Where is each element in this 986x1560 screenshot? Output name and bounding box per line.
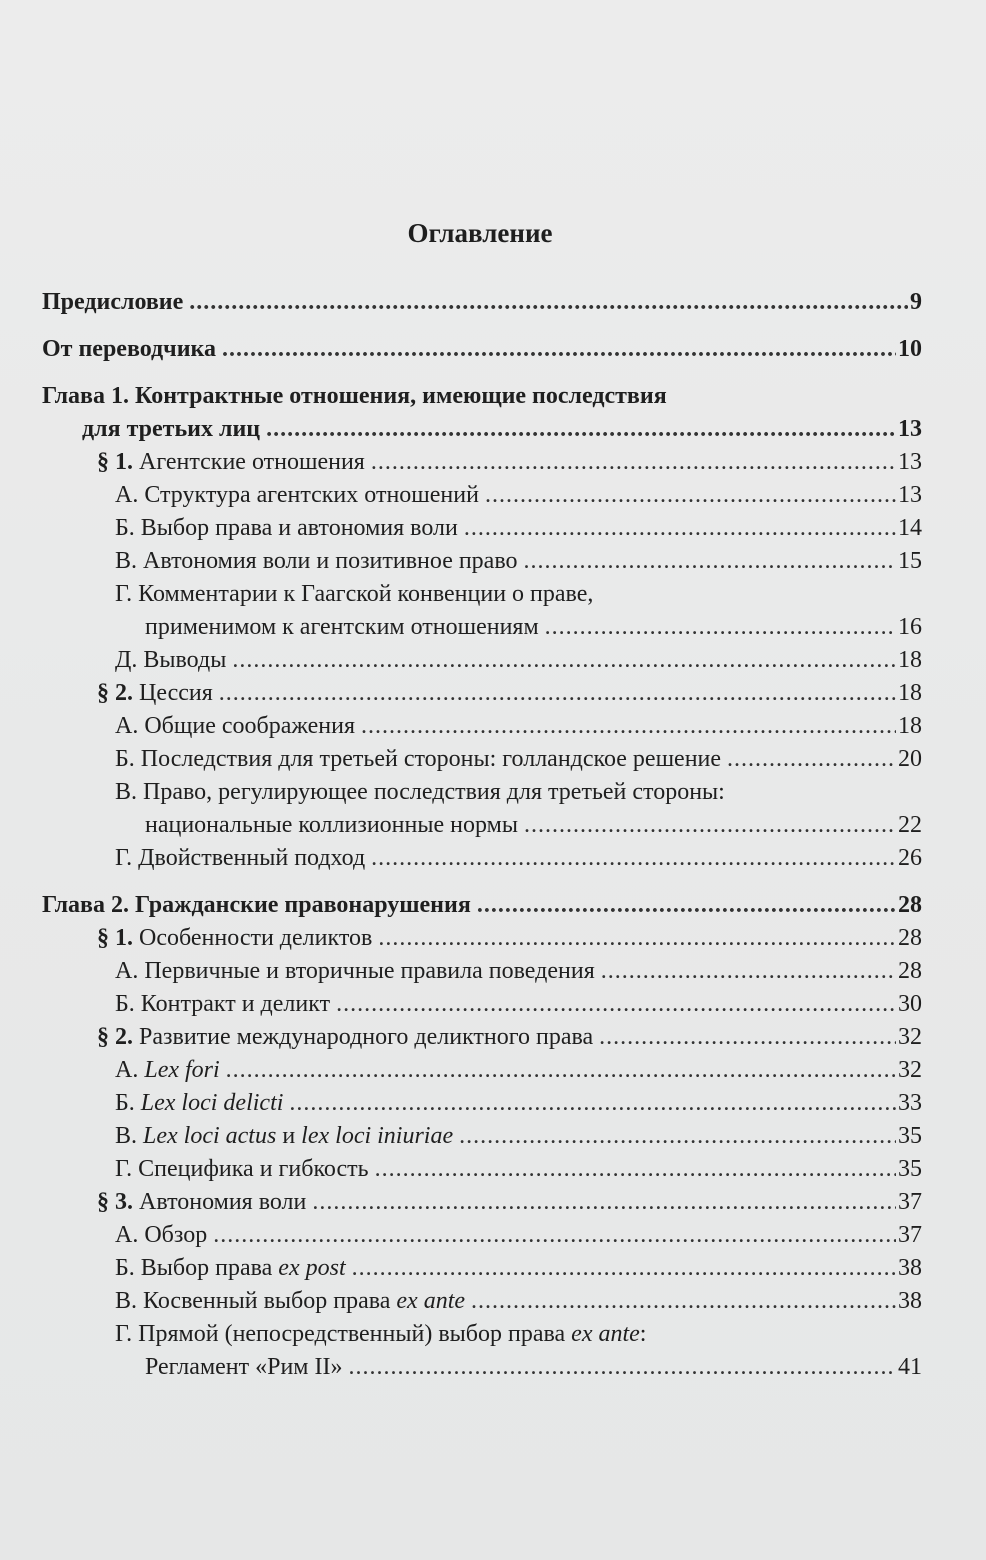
leader-dots — [232, 644, 896, 677]
page-title: Оглавление — [407, 218, 553, 248]
toc-subsection: В. Косвенный выбор права ex ante ..... 38 — [42, 1285, 922, 1318]
toc-subsection: Г. Специфика и гибкость ..... 35 — [42, 1153, 922, 1186]
leader-dots — [361, 710, 896, 743]
toc-subsection: А. Структура агентских отношений ..... 13 — [42, 479, 922, 512]
toc-subsection: Регламент «Рим II» ..... 41 — [42, 1351, 922, 1384]
page-number: 32 — [898, 1024, 922, 1050]
page-number: 37 — [898, 1189, 922, 1215]
leader-dots — [289, 1087, 896, 1120]
toc-entry-preface: Предисловие ..... 9 — [42, 286, 922, 319]
toc-chapter-2: Глава 2. Гражданские правонарушения ..... 28 — [42, 889, 922, 922]
toc-subsection: Б. Контракт и деликт ..... 30 — [42, 988, 922, 1021]
toc-chapter-1: для третьих лиц ..... 13 — [42, 413, 922, 446]
page-number: 9 — [910, 289, 922, 315]
leader-dots — [219, 677, 896, 710]
toc-subsection: национальные коллизионные нормы ..... 22 — [42, 809, 922, 842]
toc-subsection-title: Г. Прямой (непосредственный) выбор права ex ante: — [115, 1321, 647, 1347]
toc-subsection: А. Lex fori ..... 32 — [42, 1054, 922, 1087]
toc-subsection: Г. Двойственный подход ..... 26 — [42, 842, 922, 875]
leader-dots — [336, 988, 896, 1021]
leader-dots — [464, 512, 896, 545]
page-number: 38 — [898, 1288, 922, 1314]
table-of-contents — [42, 286, 922, 1384]
page-number: 13 — [898, 482, 922, 508]
page-number: 22 — [898, 812, 922, 838]
leader-dots — [524, 809, 896, 842]
toc-section: § 2. Развитие международного деликтного права ..... 32 — [42, 1021, 922, 1054]
leader-dots — [477, 889, 896, 922]
leader-dots — [213, 1219, 896, 1252]
page-number: 13 — [898, 449, 922, 475]
page-number: 35 — [898, 1123, 922, 1149]
toc-section: § 3. Автономия воли ..... 37 — [42, 1186, 922, 1219]
toc-subsection-title: Г. Комментарии к Гаагской конвенции о праве, — [115, 581, 594, 607]
toc-subsection: А. Общие соображения ..... 18 — [42, 710, 922, 743]
toc-subsection: Б. Последствия для третьей стороны: голландское решение ..... 20 — [42, 743, 922, 776]
page-number: 10 — [898, 336, 922, 362]
page-number: 35 — [898, 1156, 922, 1182]
toc-subsection: Д. Выводы ..... 18 — [42, 644, 922, 677]
toc-subsection: А. Обзор ..... 37 — [42, 1219, 922, 1252]
toc-subsection-title: В. Право, регулирующее последствия для третьей стороны: — [115, 779, 725, 805]
leader-dots — [727, 743, 896, 776]
toc-section: § 2. Цессия ..... 18 — [42, 677, 922, 710]
page-number: 28 — [898, 892, 922, 918]
leader-dots — [375, 1153, 896, 1186]
leader-dots — [601, 955, 896, 988]
page-number: 26 — [898, 845, 922, 871]
leader-dots — [524, 545, 896, 578]
toc-subsection: А. Первичные и вторичные правила поведения ..... 28 — [42, 955, 922, 988]
toc-entry-translator: От переводчика ..... 10 — [42, 333, 922, 366]
toc-subsection: В. Автономия воли и позитивное право ..... 15 — [42, 545, 922, 578]
page-number: 41 — [898, 1354, 922, 1380]
leader-dots — [545, 611, 896, 644]
leader-dots — [189, 286, 908, 319]
page-number: 20 — [898, 746, 922, 772]
page-number: 13 — [898, 416, 922, 442]
page-number: 28 — [898, 958, 922, 984]
page-number: 15 — [898, 548, 922, 574]
toc-section: § 1. Особенности деликтов ..... 28 — [42, 922, 922, 955]
toc-subsection: применимом к агентским отношениям ..... 16 — [42, 611, 922, 644]
leader-dots — [266, 413, 896, 446]
page-number: 18 — [898, 713, 922, 739]
leader-dots — [485, 479, 896, 512]
page-number: 16 — [898, 614, 922, 640]
page-number: 14 — [898, 515, 922, 541]
page-number: 28 — [898, 925, 922, 951]
page-number: 18 — [898, 680, 922, 706]
toc-subsection: В. Lex loci actus и lex loci iniuriae ..... 35 — [42, 1120, 922, 1153]
toc-chapter-1-title: Глава 1. Контрактные отношения, имеющие последствия — [42, 383, 667, 409]
toc-subsection: Б. Lex loci delicti ..... 33 — [42, 1087, 922, 1120]
leader-dots — [222, 333, 896, 366]
page-number: 38 — [898, 1255, 922, 1281]
leader-dots — [371, 842, 896, 875]
leader-dots — [599, 1021, 896, 1054]
leader-dots — [471, 1285, 896, 1318]
leader-dots — [352, 1252, 896, 1285]
page-number: 33 — [898, 1090, 922, 1116]
toc-section: § 1. Агентские отношения ..... 13 — [42, 446, 922, 479]
leader-dots — [378, 922, 896, 955]
page-number: 37 — [898, 1222, 922, 1248]
leader-dots — [348, 1351, 896, 1384]
page-number: 18 — [898, 647, 922, 673]
leader-dots — [459, 1120, 896, 1153]
leader-dots — [371, 446, 896, 479]
toc-subsection: Б. Выбор права и автономия воли ..... 14 — [42, 512, 922, 545]
toc-subsection: Б. Выбор права ex post ..... 38 — [42, 1252, 922, 1285]
leader-dots — [312, 1186, 896, 1219]
leader-dots — [226, 1054, 896, 1087]
page-number: 32 — [898, 1057, 922, 1083]
page-number: 30 — [898, 991, 922, 1017]
